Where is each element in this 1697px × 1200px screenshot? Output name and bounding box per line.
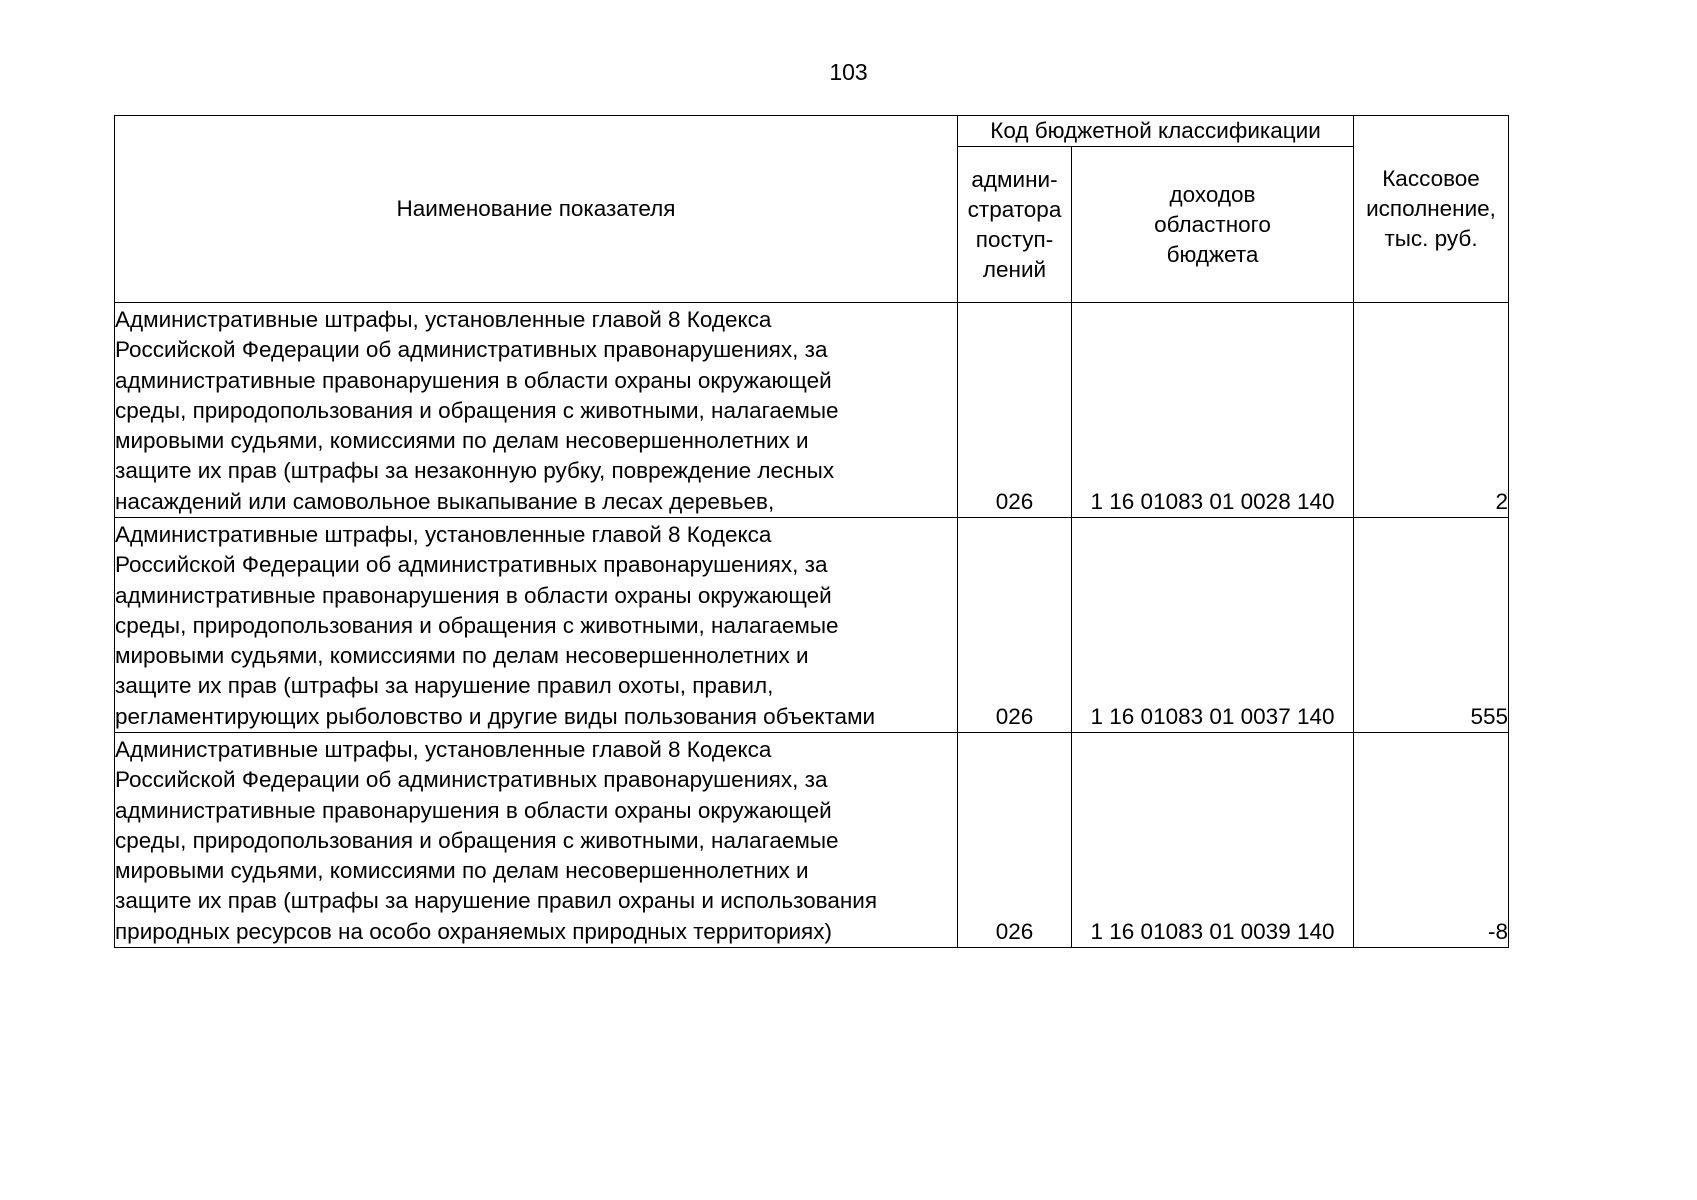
indicator-name-line: среды, природопользования и обращения с животными, налагаемые: [115, 397, 839, 423]
indicator-name-line: насаждений или самовольное выкапывание в лесах деревьев,: [115, 488, 775, 514]
header-amount-line: тыс. руб.: [1384, 226, 1478, 251]
table-row: [115, 303, 1509, 518]
indicator-name-line: защите их прав (штрафы за нарушение правил охоты, правил,: [115, 673, 774, 699]
administrator-code-cell: 026: [958, 518, 1072, 733]
header-admin-line: лений: [982, 256, 1047, 282]
indicator-name-line: Административные штрафы, установленные главой 8 Кодекса: [115, 306, 772, 332]
indicator-name-line: административные правонарушения в области охраны окружающей: [115, 582, 832, 608]
indicator-name-line: Российской Федерации об административных правонарушениях, за: [115, 337, 828, 363]
header-revenue-line: доходов: [1169, 181, 1256, 207]
amount-cell: 555: [1354, 518, 1509, 733]
header-revenue-line: бюджета: [1166, 241, 1259, 267]
indicator-name-cell: [115, 518, 958, 733]
amount-cell: -8: [1354, 733, 1509, 948]
table-row: [115, 733, 1509, 948]
header-amount-line: Кассовое: [1382, 166, 1480, 191]
header-classification-code: Код бюджетной классификации: [958, 116, 1354, 147]
header-amount-line: исполнение,: [1366, 196, 1496, 221]
indicator-name-line: защите их прав (штрафы за нарушение правил охраны и использования: [115, 888, 878, 914]
indicator-name-line: природных ресурсов на особо охраняемых природных территориях): [115, 918, 832, 944]
revenue-code-cell: 1 16 01083 01 0039 140: [1072, 733, 1354, 948]
indicator-name-line: мировыми судьями, комиссиями по делам несовершеннолетних и: [115, 858, 809, 884]
administrator-code-cell: 026: [958, 733, 1072, 948]
header-regional-budget-revenue: [1072, 147, 1354, 303]
header-revenue-line: областного: [1154, 211, 1271, 237]
header-cash-execution: [1354, 116, 1509, 303]
header-admin-line: стратора: [967, 196, 1062, 222]
header-revenue-administrator: [958, 147, 1072, 303]
indicator-name-line: среды, природопользования и обращения с животными, налагаемые: [115, 612, 839, 638]
indicator-name-cell: [115, 733, 958, 948]
revenue-code-cell: 1 16 01083 01 0028 140: [1072, 303, 1354, 518]
header-admin-line: админи-: [971, 166, 1058, 192]
indicator-name-line: административные правонарушения в области охраны окружающей: [115, 797, 832, 823]
header-admin-line: поступ-: [975, 226, 1054, 252]
indicator-name-line: Российской Федерации об административных правонарушениях, за: [115, 767, 828, 793]
indicator-name-line: Административные штрафы, установленные главой 8 Кодекса: [115, 736, 772, 762]
indicator-name-line: регламентирующих рыболовство и другие виды пользования объектами: [115, 703, 876, 729]
table-row: [115, 518, 1509, 733]
indicator-name-line: административные правонарушения в области охраны окружающей: [115, 367, 832, 393]
indicator-name-line: Административные штрафы, установленные главой 8 Кодекса: [115, 521, 772, 547]
indicator-name-line: мировыми судьями, комиссиями по делам несовершеннолетних и: [115, 643, 809, 669]
amount-cell: 2: [1354, 303, 1509, 518]
budget-revenue-table: [114, 115, 1509, 948]
indicator-name-cell: [115, 303, 958, 518]
indicator-name-line: среды, природопользования и обращения с животными, налагаемые: [115, 827, 839, 853]
page-number: 103: [829, 59, 868, 85]
header-indicator-name: Наименование показателя: [115, 116, 958, 303]
indicator-name-line: мировыми судьями, комиссиями по делам несовершеннолетних и: [115, 428, 809, 454]
administrator-code-cell: 026: [958, 303, 1072, 518]
indicator-name-line: защите их прав (штрафы за незаконную рубку, повреждение лесных: [115, 458, 835, 484]
header-row-top: [115, 116, 1509, 147]
indicator-name-line: Российской Федерации об административных правонарушениях, за: [115, 552, 828, 578]
revenue-code-cell: 1 16 01083 01 0037 140: [1072, 518, 1354, 733]
